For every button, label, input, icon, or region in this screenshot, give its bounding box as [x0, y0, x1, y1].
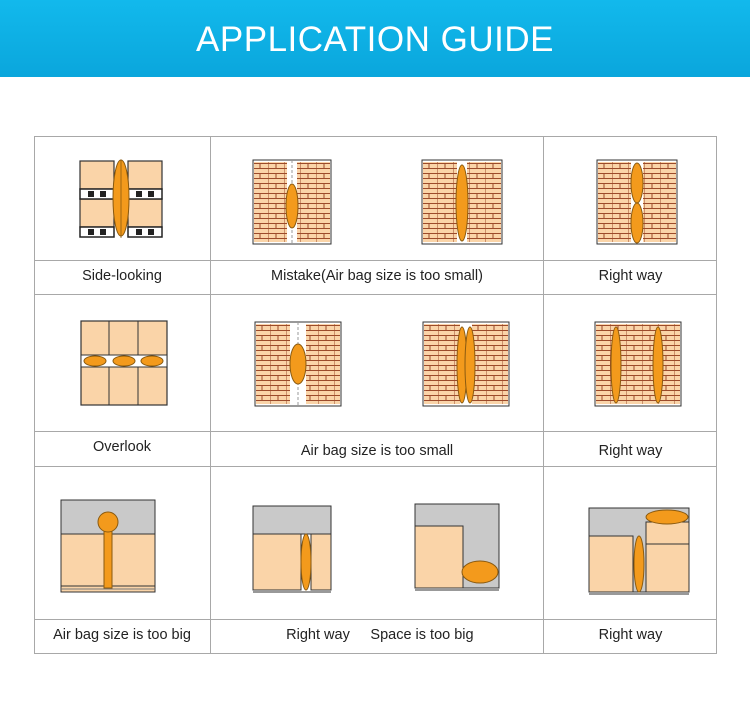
- space-too-big-illustration: [414, 502, 500, 594]
- too-big-illustration: [60, 498, 156, 598]
- mistake-small-illustration-b: [421, 158, 503, 246]
- caption-divider: [34, 619, 717, 620]
- side-looking-illustration: [78, 156, 166, 242]
- caption-right-way: Right way: [598, 627, 663, 643]
- application-guide-table: [34, 136, 717, 654]
- column-divider: [210, 136, 211, 654]
- right-way-illustration-1: [596, 158, 678, 246]
- column-divider: [543, 136, 544, 654]
- caption-overlook: Overlook: [92, 439, 152, 455]
- mistake-small-illustration-a: [252, 158, 332, 246]
- page-title: APPLICATION GUIDE: [196, 20, 554, 59]
- caption-side-looking: Side-looking: [82, 268, 162, 284]
- too-small-illustration-a: [254, 320, 342, 408]
- overlook-illustration: [80, 320, 168, 406]
- caption-right-way: Right way: [598, 268, 663, 284]
- caption-right-way: Right way: [598, 443, 663, 459]
- right-way-illustration-3a: [252, 504, 332, 596]
- caption-divider: [34, 431, 717, 432]
- table-border-right: [716, 136, 717, 654]
- table-border-left: [34, 136, 35, 654]
- caption-too-big: Air bag size is too big: [53, 627, 191, 643]
- caption-too-small: Air bag size is too small: [300, 443, 454, 459]
- caption-space-too-big: Space is too big: [370, 627, 474, 643]
- row-divider: [34, 466, 717, 467]
- too-small-illustration-b: [422, 320, 510, 408]
- right-way-illustration-3b: [588, 506, 692, 598]
- caption-mistake-small: Mistake(Air bag size is too small): [271, 268, 483, 284]
- caption-divider: [34, 260, 717, 261]
- table-border-bottom: [34, 653, 717, 654]
- caption-right-way-left: Right way: [286, 627, 350, 643]
- right-way-illustration-2: [594, 320, 682, 408]
- table-border-top: [34, 136, 717, 137]
- row-divider: [34, 294, 717, 295]
